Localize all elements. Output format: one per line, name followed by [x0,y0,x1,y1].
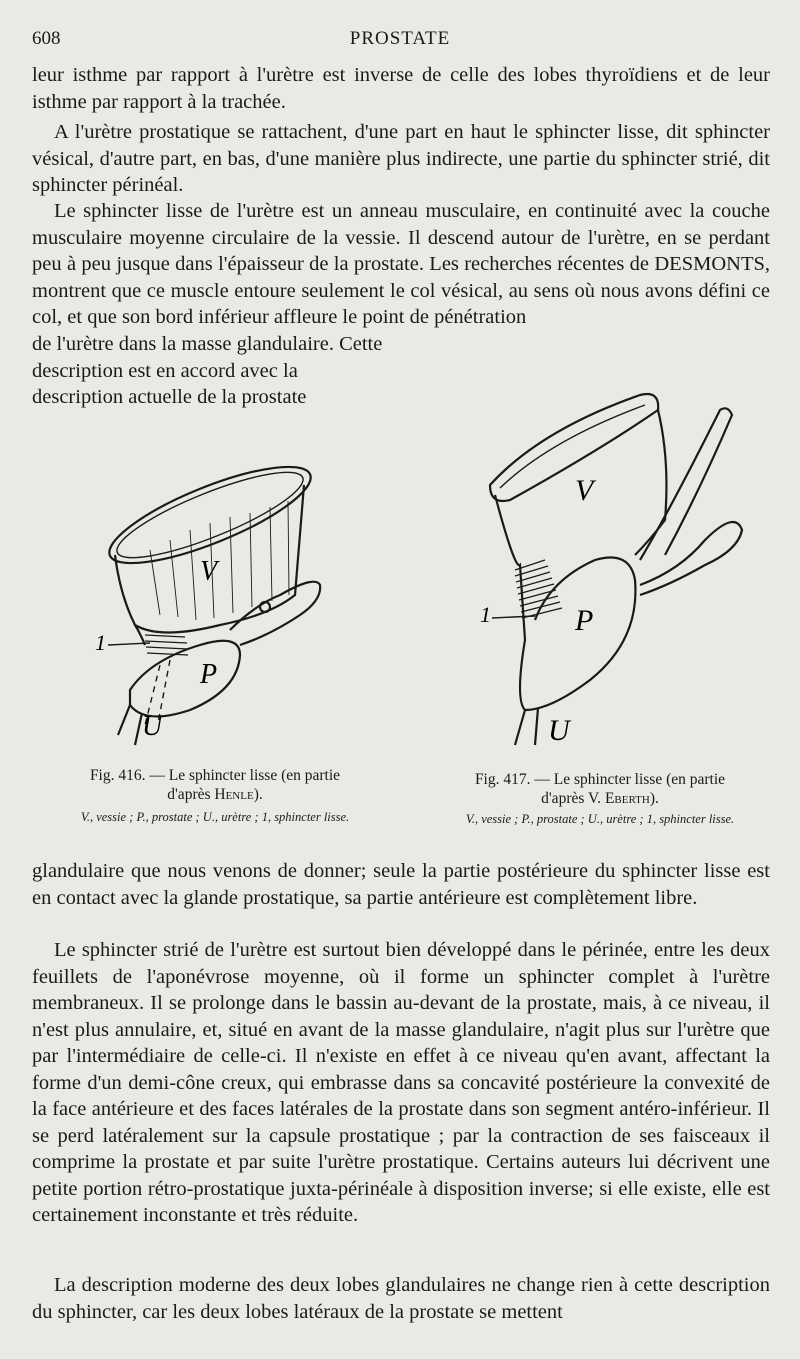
figure-416-caption-line1: Fig. 416. — Le sphincter lisse (en partie [89,767,341,784]
page-header [0,26,800,56]
running-head: PROSTATE [349,28,451,49]
paragraph-3-continued: de l'urètre dans la masse glandulaire. Cette description est en accord avec la description actuelle de la prostate [32,333,383,408]
figure-417-caption-prefix: d'après V. [541,790,605,807]
paragraph-1: leur isthme par rapport à l'urètre est inverse de celle des lobes thyroïdiens et de leur isthme par rapport à la trachée. [32,64,770,113]
figure-416-label-u: U [142,711,163,742]
paragraph-2 [32,119,770,199]
figure-416-label-1: 1 [95,630,106,655]
figure-417-label-u: U [548,714,570,747]
figure-417-label-1: 1 [480,602,491,627]
figure-417-legend: V., vessie ; P., prostate ; U., urètre ; 1, sphincter lisse. [465,812,735,826]
figure-416-drawing [90,455,340,750]
figure-416-caption-author: Henle [214,786,254,803]
figure-416-caption [30,766,400,804]
figure-416-legend: V., vessie ; P., prostate ; U., urètre ; 1, sphincter lisse. [80,810,350,824]
figure-417-caption-line1: Fig. 417. — Le sphincter lisse (en partie [474,771,726,788]
paragraph-5 [32,937,770,1229]
figure-417-illustration [480,390,750,750]
paragraph-5-text: Le sphincter strié de l'urètre est surtout bien développé dans le périnée, entre les deux feuillets de l'aponévrose moyenne, où il forme un sphincter complet à l'urètre membraneux. Il se prolonge dans le bassin au-devant de la prostate, mais, à ce niveau, il n'est plus annulaire, et, situé en avant de la masse glandulaire, n'agit plus sur l'urètre que par l'intermédiaire de celle-ci. Il n'existe en effet à ce niveau qu'en avant, affectant la forme d'un demi-cône creux, qui embrasse dans sa concavité postérieure la convexité de la face antérieure et des faces latérales de la prostate dans son segment antéro-inférieur. Il se perd latéralement sur la capsule prostatique ; par la contraction de ses faisceaux il comprime la prostate et par suite l'urètre prostatique. Certains auteurs lui décrivent une petite portion rétro-prostatique juxta-périnéale à disposition inverse; si elle existe, elle est certainement inconstante et très réduite. [32,939,770,1226]
figure-416-caption-suffix: ). [253,786,263,803]
figure-417-pointer-line [492,616,535,618]
figure-416-label-v: V [200,556,218,587]
paragraph-6-text: La description moderne des deux lobes glandulaires ne change rien à cette description du sphincter, car les deux lobes latéraux de la prostate se mettent [32,1274,770,1323]
page-number: 608 [32,28,61,49]
figure-417-caption-line2 [420,789,780,808]
paragraph-6 [32,1272,770,1325]
paragraph-2-text: A l'urètre prostatique se rattachent, d'une part en haut le sphincter lisse, dit sphincter vésical, d'autre part, en bas, d'une manière plus indirecte, une partie du sphincter strié, dit sphincter périnéal. [32,121,770,196]
figure-416-illustration [90,455,340,750]
figure-417-drawing [480,390,750,750]
figure-417-caption-suffix: ). [649,790,659,807]
figure-416-label-p: P [200,659,218,690]
figure-416-caption-prefix: d'après [167,786,215,803]
paragraph-3 [32,198,770,331]
figure-417-caption [420,770,780,808]
figure-416-caption-line2 [30,785,400,804]
paragraph-3-text: Le sphincter lisse de l'urètre est un anneau musculaire, en continuité avec la couche musculaire moyenne circulaire de la vessie. Il descend autour de l'urètre, en se perdant peu à peu jusque dans l'épaisseur de la prostate. Les recherches récentes de DESMONTS, montrent que ce muscle entoure seulement le col vésical, au sens où nous avons défini ce col, et que son bord inférieur affleure le point de pénétration [32,200,770,328]
figure-417-caption-author: Eberth [604,790,650,807]
paragraph-4: glandulaire que nous venons de donner; seule la partie postérieure du sphincter lisse est en contact avec la glande prostatique, sa partie antérieure est complètement libre. [32,860,770,909]
figure-417-label-p: P [575,604,594,637]
figure-417-label-v: V [575,474,594,507]
